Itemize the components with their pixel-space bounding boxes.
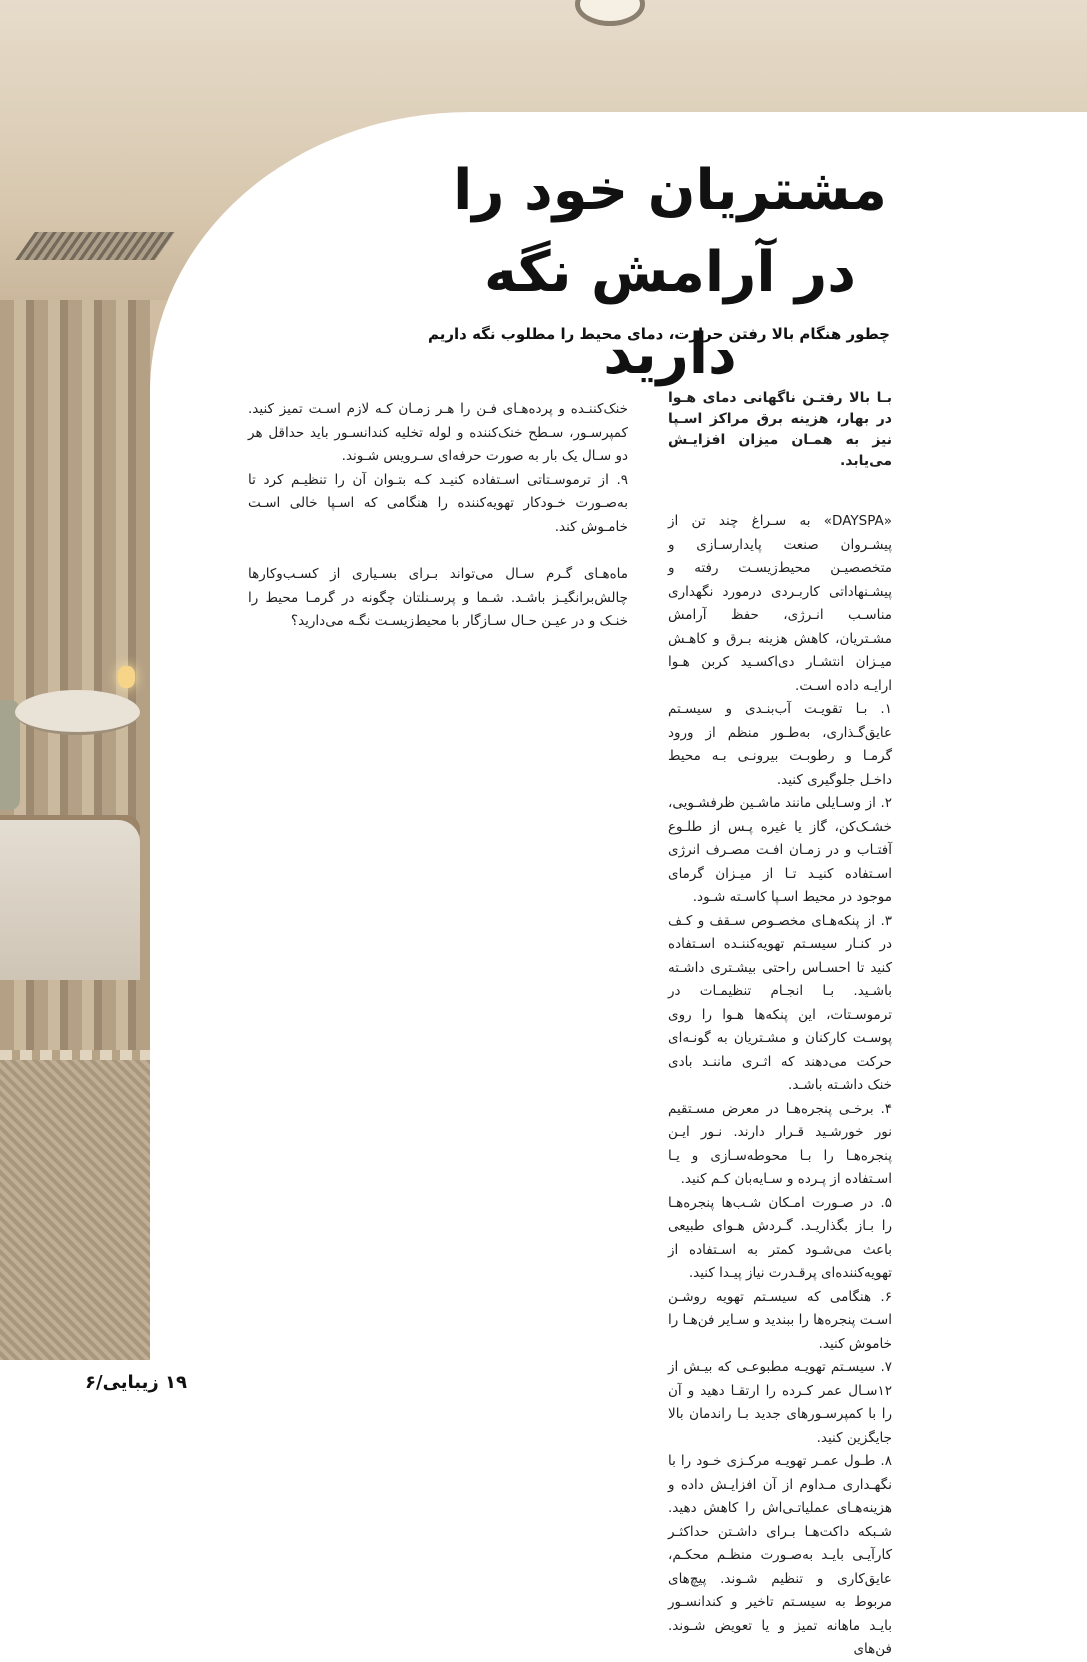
paragraph: ۶. هنگامی که سیسـتم تهویه روشـن اسـت پنجره‌ها را ببندید و سـایر فن‌هـا را خاموش کنید. <box>667 1288 892 1352</box>
paragraph: خنک‌کننـده و پرده‌هـای فـن را هـر زمـان کـه لازم اسـت تمیز کنید. کمپرسـور، سـطح خنک‌کننده و لوله تخلیه کندانسـور باید حداقل هر دو سـال یک بار به صورت حرفه‌ای سـرویس شـوند. <box>248 401 628 464</box>
article-title: مشتریان خود را در آرامش نگه دارید <box>453 158 887 387</box>
paragraph: «DAYSPA» به سـراغ چند تن از پیشـروان صنعت پایدارسـازی و متخصصیـن محیط‌زیسـت رفته و پیشـنهاداتی کاربـردی درمورد نگهداری مناسـب انـرژی، حفظ آرامش مشـتریان، کاهش هزینه بـرق و کاهـش میـزان انتشـار دی‌اکسـید کربن هـوا ارایـه داده اسـت. <box>668 513 892 694</box>
paragraph: ۳. از پنکه‌هـای مخصـوص سـقف و کـف در کنـار سیسـتم تهویه‌کننـده اسـتفاده کنید تا احسـاس راحتی بیشـتری داشـته باشـید. بـا انجـام تنظیمـات در ترموسـتات، این پنکه‌ها هـوا را روی پوسـت کارکنان و مشـتریان به گونـه‌ای حرکت می‌دهند که اثـری ماننـد بادی خنک داشـته باشـد. <box>668 912 892 1093</box>
candle <box>118 666 135 688</box>
side-table <box>15 690 140 735</box>
paragraph: ۱. بـا تقویـت آب‌بنـدی و سیسـتم عایق‌گـذاری، به‌طـور منظم از ورود گرمـا و رطوبـت بیرونـی بـه محیط داخـل جلوگیری کنید. <box>668 701 892 788</box>
paragraph: ۹. از ترموسـتاتی اسـتفاده کنیـد کـه بتـوان آن را تنظیـم کرد تا به‌صـورت خـودکار تهویه‌کننده را هنگامی که اسـپا خالی اسـت خامـوش کند. <box>248 471 628 535</box>
paragraph: ۵. در صـورت امـکان شـب‌ها پنجره‌هـا را بـاز بگذاریـد. گـردش هـوای طبیعی باعث می‌شـود کمتر به اسـتفاده از تهویه‌کننده‌ای پرقـدرت نیاز پیـدا کنید. <box>668 1194 892 1281</box>
paragraph: ۷. سیسـتم تهویـه مطبوعـی که بیـش از ۱۲سـال عمر کـرده را ارتقـا دهید و آن را با کمپرسـورهای جدید بـا راندمان بالا جایگزین کنید. <box>668 1359 892 1446</box>
left-column <box>248 398 628 634</box>
article-subtitle: چطور هنگام بالا رفتن حرارت، دمای محیط را مطلوب نگه داریم <box>427 325 890 343</box>
right-column <box>668 388 892 1662</box>
chaise-lounge <box>0 820 140 980</box>
paragraph: ۸. طـول عمـر تهویـه مرکـزی خـود را با نگهـداری مـداوم از آن افزایـش داده و هزینه‌هـای عملیاتـی‌اش را کاهش دهید. شـبکه داکت‌هـا بـرای داشـتن حداکثـر کارآیـی بایـد به‌صـورت منظـم محکـم، عایق‌کاری و تنظیم شـوند. پیچ‌های مربوط به سیسـتم تاخیر و کندانسـور بایـد ماهانه تمیز و یا تعویض شـوند. فن‌های <box>668 1453 892 1657</box>
paragraph: ۲. از وسـایلی مانند ماشـین ظرفشـویی، خشـک‌کن، گاز یا غیره پـس از طلـوع آفتـاب و در زمـان افـت مصـرف انرژی اسـتفاده کنیـد تـا از میـزان گرمای موجود در محیط اسـپا کاسـته شـود. <box>668 795 892 905</box>
closing-paragraph: ماه‌هـای گـرم سـال می‌تواند بـرای بسـیاری از کسـب‌وکارها چالش‌برانگیـز باشـد. شـما و پرسـنلتان چگونه در گرمـا محیط را خنـک و در عیـن حـال سـازگار با محیط‌زیسـت نگـه می‌دارید؟ <box>248 566 628 629</box>
air-vent <box>15 232 175 260</box>
page-number: ۱۹ زیبایی/۶ <box>85 1372 188 1393</box>
paragraph: ۴. برخـی پنجره‌هـا در معرض مسـتقیم نور خورشـید قـرار دارند. نـور ایـن پنجره‌هـا را بـا محوطه‌سـازی و یـا اسـتفاده از پـرده و سـایه‌بان کـم کنید. <box>668 1100 892 1187</box>
lead-paragraph: بـا بالا رفتـن ناگهانی دمای هـوا در بهار، هزینه برق مراکز اسـپا نیز به همـان میزان افزایـش می‌یابد. <box>668 390 892 469</box>
